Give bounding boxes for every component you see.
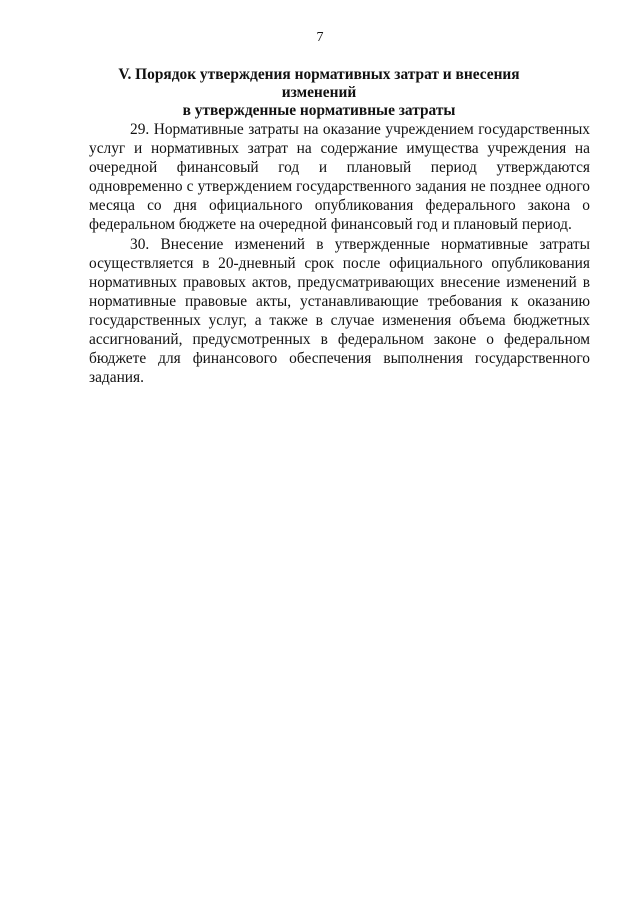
section-heading-line-1: V. Порядок утверждения нормативных затрат и внесения изменений	[118, 66, 520, 101]
paragraph-29: 29. Нормативные затраты на оказание учреждением государственных услуг и нормативных затрат на содержание имущества учреждения на очередной финансовый год и плановый период утверждаются одновременно с утверждением государственного задания не позднее одного месяца со дня официального опубликования федерального закона о федеральном бюджете на очередной финансовый год и плановый период.	[89, 121, 590, 234]
paragraph-30: 30. Внесение изменений в утвержденные нормативные затраты осуществляется в 20-дневный срок после официального опубликования нормативных правовых актов, предусматривающих внесение изменений в нормативные правовые акты, устанавливающие требования к оказанию государственных услуг, а также в случае изменения объема бюджетных ассигнований, предусмотренных в федеральном законе о федеральном бюджете для финансового обеспечения выполнения государственного задания.	[89, 235, 590, 387]
section-heading-line-2: в утвержденные нормативные затраты	[182, 102, 456, 119]
section-heading	[84, 66, 554, 120]
page-number: 7	[316, 30, 324, 45]
section-body	[89, 120, 590, 387]
